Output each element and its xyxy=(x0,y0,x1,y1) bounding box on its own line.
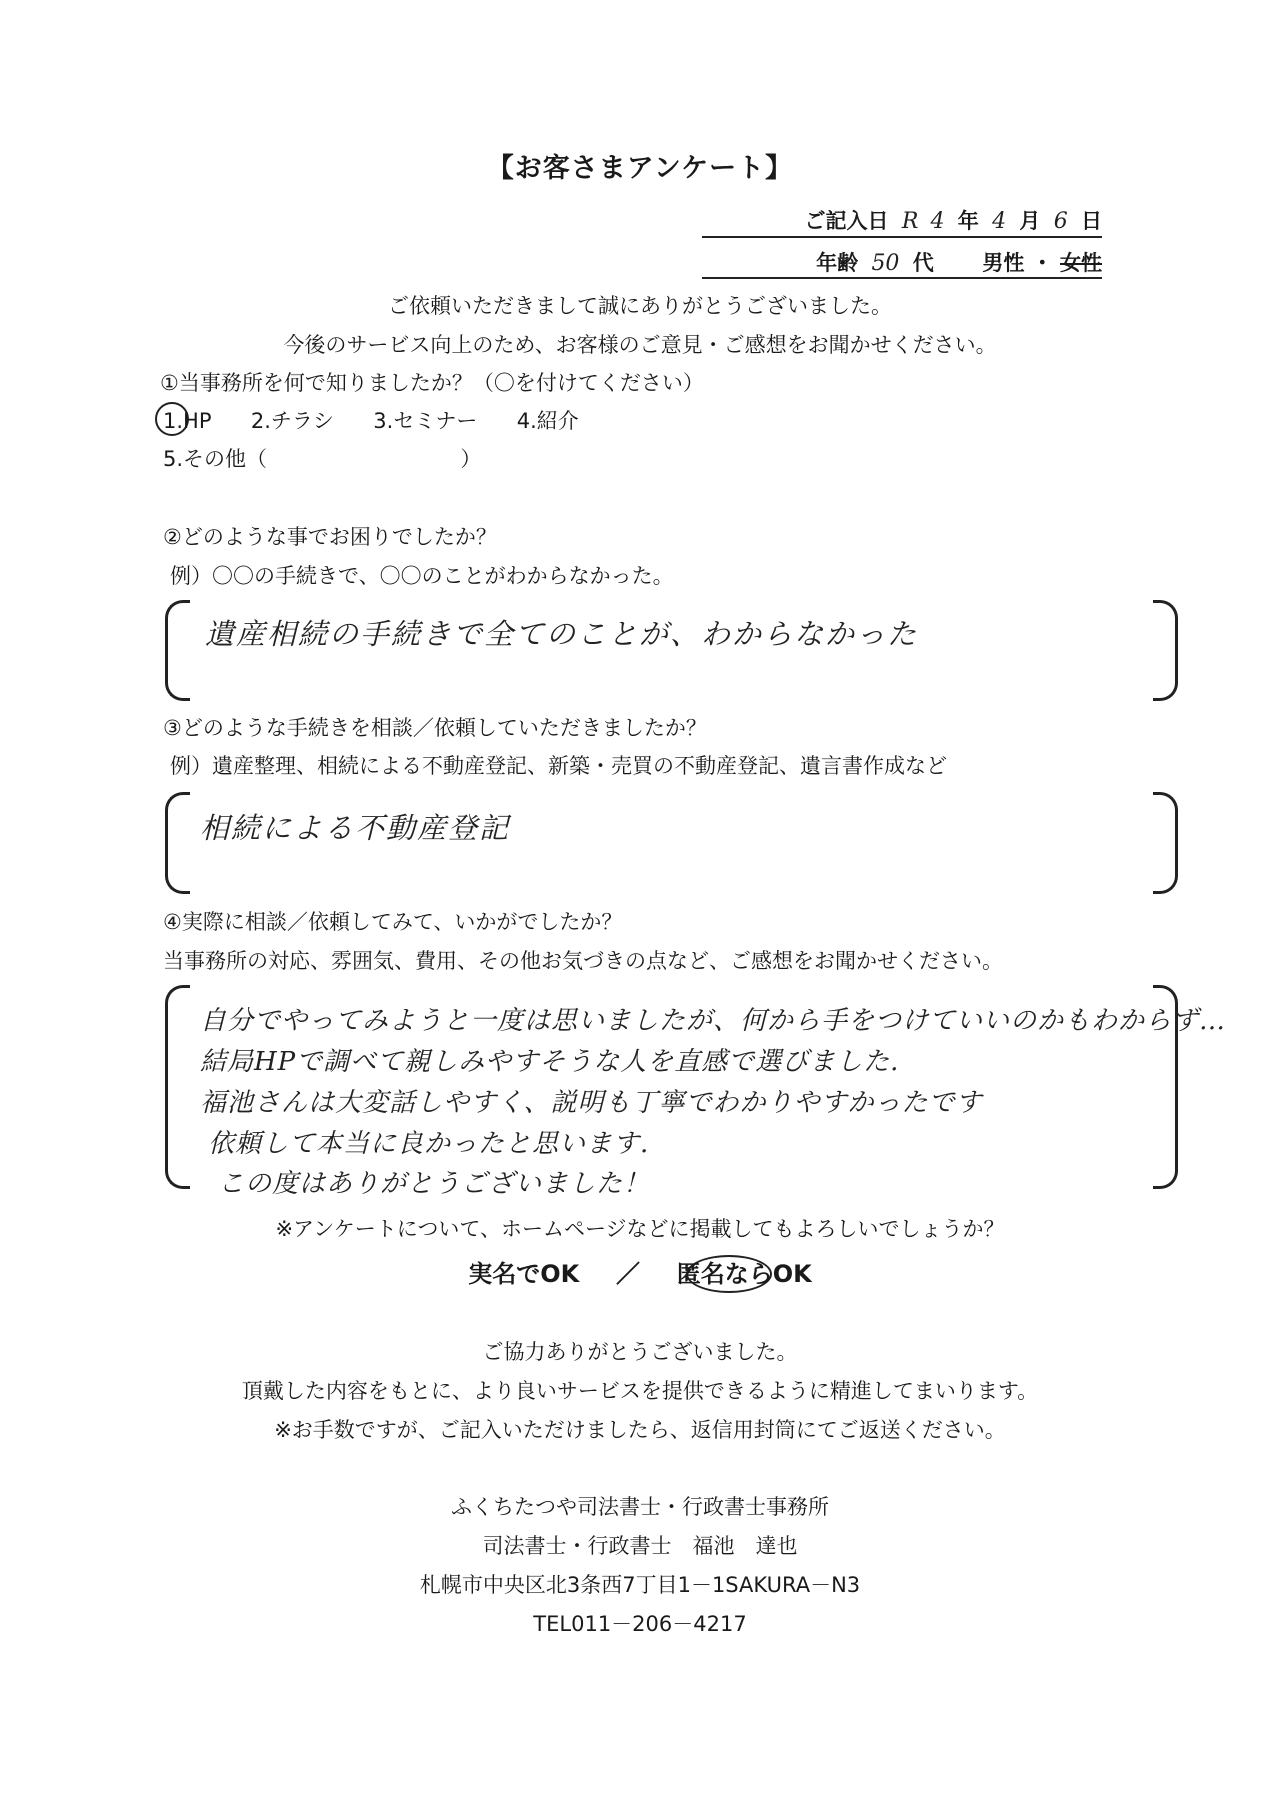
gender-sep: ・ xyxy=(1031,251,1053,275)
age-row xyxy=(816,247,1102,277)
date-day: 6 xyxy=(1053,209,1068,234)
date-year: 4 xyxy=(930,209,945,234)
q1-other-row xyxy=(163,443,481,473)
age-underline xyxy=(702,277,1102,279)
q4-answer-line-4: 依頼して本当に良かったと思います. xyxy=(208,1129,650,1159)
publish-slash: ／ xyxy=(616,1260,640,1288)
gender-female: 女性 xyxy=(1060,251,1102,275)
date-row xyxy=(805,205,1102,235)
age-suffix: 代 xyxy=(912,251,934,275)
q4-answer-line-1: 自分でやってみようと一度は思いましたが、何から手をつけていいのかもわからず… xyxy=(200,1006,1227,1036)
publish-options xyxy=(0,1254,1280,1289)
q1-option-referral[interactable]: 4.紹介 xyxy=(516,409,579,433)
year-label: 年 xyxy=(957,209,979,233)
closing-line-2: 頂戴した内容をもとに、より良いサービスを提供できるように精進してまいります。 xyxy=(241,1379,1039,1403)
date-underline xyxy=(702,236,1102,238)
q3-bracket-right xyxy=(1153,792,1178,894)
month-label: 月 xyxy=(1019,209,1041,233)
q4-bracket-left xyxy=(165,985,190,1189)
q3-answer: 相続による不動産登記 xyxy=(200,811,511,845)
office-address: 札幌市中央区北3条西7丁目1－1SAKURA－N3 xyxy=(419,1573,861,1597)
date-era: R xyxy=(901,209,919,234)
q4-answer-line-3: 福池さんは大変話しやすく、説明も丁寧でわかりやすかったです xyxy=(200,1088,983,1118)
q2-question: ②どのような事でお困りでしたか？ xyxy=(163,525,497,549)
page-title: 【お客さまアンケート】 xyxy=(486,153,794,184)
gender-male: 男性 xyxy=(982,251,1025,275)
office-person: 司法書士・行政書士 福池 達也 xyxy=(482,1534,798,1558)
publish-real-name-option[interactable]: 実名でOK xyxy=(468,1260,580,1288)
publish-question: ※アンケートについて、ホームページなどに掲載してもよろしいでしょうか？ xyxy=(275,1217,1005,1241)
q1-option-flyer[interactable]: 2.チラシ xyxy=(250,409,334,433)
closing-line-3: ※お手数ですが、ご記入いただけましたら、返信用封筒にてご返送ください。 xyxy=(274,1418,1006,1442)
q3-bracket-left xyxy=(165,792,190,894)
q1-option-other[interactable]: 5.その他（ xyxy=(163,447,268,471)
q2-bracket-left xyxy=(165,600,190,701)
date-label: ご記入日 xyxy=(804,209,889,233)
q1-options xyxy=(163,405,579,435)
office-tel: TEL011－206－4217 xyxy=(533,1612,747,1636)
publish-anon-circled: 名なら xyxy=(700,1260,773,1288)
q1-question: ①当事務所を何で知りましたか？（〇を付けてください） xyxy=(160,371,704,395)
q4-answer-line-2: 結局HPで調べて親しみやすそうな人を直感で選びました. xyxy=(200,1047,900,1077)
publish-anon-ok: OK xyxy=(772,1260,812,1288)
q4-question: ④実際に相談／依頼してみて、いかがでしたか？ xyxy=(163,910,623,934)
intro-line-2: 今後のサービス向上のため、お客様のご意見・ご感想をお聞かせください。 xyxy=(283,333,997,357)
closing-line-1: ご協力ありがとうございました。 xyxy=(482,1340,798,1364)
intro-line-1: ご依頼いただきまして誠にありがとうございました。 xyxy=(388,294,892,318)
publish-anon-char: 匿 xyxy=(676,1260,701,1288)
q4-answer-line-5: この度はありがとうございました！ xyxy=(218,1169,651,1199)
date-month: 4 xyxy=(992,209,1007,234)
day-label: 日 xyxy=(1081,209,1102,233)
q2-bracket-right xyxy=(1153,600,1178,701)
q2-example: 例）〇〇の手続きで、〇〇のことがわからなかった。 xyxy=(170,564,674,588)
q1-option-seminar[interactable]: 3.セミナー xyxy=(373,409,478,433)
q1-other-close: ） xyxy=(460,447,482,471)
q3-example: 例）遺産整理、相続による不動産登記、新築・売買の不動産登記、遺言書作成など xyxy=(170,754,947,778)
q2-answer: 遺産相続の手続きで全てのことが、わからなかった xyxy=(205,617,919,651)
age-label: 年齢 xyxy=(816,251,859,275)
publish-anonymous-option[interactable] xyxy=(677,1260,812,1288)
q4-prompt: 当事務所の対応、雰囲気、費用、その他お気づきの点など、ご感想をお聞かせください。 xyxy=(163,949,1003,973)
q1-option-hp[interactable]: 1.HP xyxy=(163,409,212,433)
age-value: 50 xyxy=(871,251,900,276)
q3-question: ③どのような手続きを相談／依頼していただきましたか？ xyxy=(163,716,707,740)
office-name: ふくちたつや司法書士・行政書士事務所 xyxy=(451,1495,829,1519)
